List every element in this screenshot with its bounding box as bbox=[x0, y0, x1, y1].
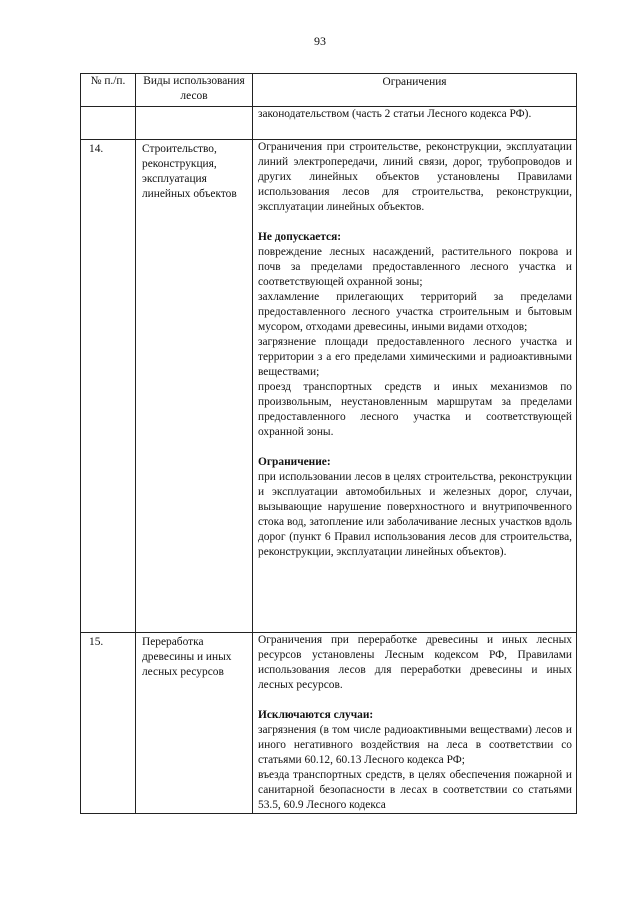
row-usage-type: Строительство, реконструкция, эксплуатация линейных объектов bbox=[136, 140, 253, 633]
row-restrictions bbox=[253, 140, 577, 633]
page-number: 93 bbox=[314, 34, 326, 48]
continuation-text: законодательством (часть 2 статьи Лесного кодекса РФ). bbox=[253, 107, 577, 140]
table-row bbox=[81, 140, 577, 633]
list-item: загрязнение площади предоставленного лесного участка и территории з а его пределами химическими и радиоактивными веществами; bbox=[258, 336, 572, 378]
restrictions-intro: Ограничения при строительстве, реконструкции, эксплуатации линий электропередачи, линий связи, дорог, трубопроводов и других линейных объектов установлены Правилами использования лесов для строительства, реконструкции, эксплуатации линейных объектов. bbox=[258, 141, 572, 213]
row-restrictions bbox=[253, 633, 577, 814]
list-item: загрязнения (в том числе радиоактивными веществами) лесов и иного негативного воздействия на леса в соответствии со статьями 60.12, 60.13 Лесного кодекса РФ; bbox=[258, 724, 572, 766]
restrictions-intro: Ограничения при переработке древесины и иных лесных ресурсов установлены Лесным кодексом РФ, Правилами использования лесов для переработки древесины и иных лесных ресурсов. bbox=[258, 634, 572, 691]
list-item: въезда транспортных средств, в целях обеспечения пожарной и санитарной безопасности в лесах в соответствии со статьями 53.5, 60.9 Лесного кодекса bbox=[258, 769, 572, 811]
list-item: проезд транспортных средств и иных механизмов по произвольным, неустановленным маршрутам за пределами предоставленного лесного участка и соответствующей охранной зоны. bbox=[258, 381, 572, 438]
restrictions-table bbox=[80, 73, 577, 814]
list-item: повреждение лесных насаждений, растительного покрова и почв за пределами предоставленного лесного участка и соответствующей охранной зоны; bbox=[258, 246, 572, 288]
header-number: № п./п. bbox=[81, 74, 136, 107]
section-heading-not-allowed: Не допускается: bbox=[258, 231, 342, 243]
cell-empty-type bbox=[136, 107, 253, 140]
table-row bbox=[81, 633, 577, 814]
row-usage-type: Переработка древесины и иных лесных ресурсов bbox=[136, 633, 253, 814]
cell-empty-number bbox=[81, 107, 136, 140]
section-heading-restriction: Ограничение: bbox=[258, 456, 331, 468]
row-number: 14. bbox=[81, 140, 136, 633]
table-header-row bbox=[81, 74, 577, 107]
list-item: при использовании лесов в целях строительства, реконструкции и эксплуатации автомобильных и железных дорог, случаи, вызывающие нарушение поверхностного и внутрипочвенного стока вод, затопление или заболачивание лесных участков вдоль дорог (пункт 6 Правил использования лесов для строительства, реконструкции, эксплуатации линейных объектов). bbox=[258, 471, 572, 558]
row-number: 15. bbox=[81, 633, 136, 814]
header-restrictions: Ограничения bbox=[253, 74, 577, 107]
section-heading-excluded-cases: Исключаются случаи: bbox=[258, 709, 374, 721]
header-usage-types: Виды использования лесов bbox=[136, 74, 253, 107]
table-row-continuation bbox=[81, 107, 577, 140]
list-item: захламление прилегающих территорий за пределами предоставленного лесного участка строительным и бытовым мусором, отходами древесины, иными видами отходов; bbox=[258, 291, 572, 333]
